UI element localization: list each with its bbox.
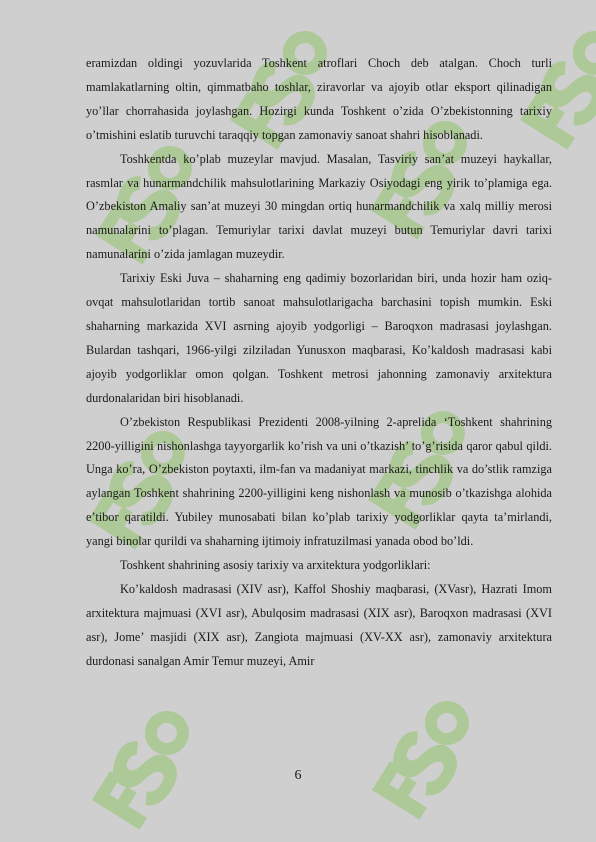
document-body xyxy=(86,52,552,674)
paragraph: Toshkent shahrining asosiy tarixiy va arxitektura yodgorliklari: xyxy=(120,558,431,573)
page-number: 6 xyxy=(294,768,302,783)
paragraph: Ko’kaldosh madrasasi (XIV asr), Kaffol Shoshiy maqbarasi, (XVasr), Hazrati Imom arxitektura majmuasi (XVI asr), Abulqosim madrasasi (XIX asr), Baroqxon madrasasi (XVI asr), Jome’ masjidi (XIX asr), Zangiota majmuasi (XV-XX asr), zamonaviy arxitektura durdonasi sanalgan Amir Temur muzeyi, Amir xyxy=(86,581,552,668)
watermark-logo xyxy=(90,698,208,833)
paragraph: O’zbekiston Respublikasi Prezidenti 2008-yilning 2-aprelida ‘Toshkent shahrining 2200-yilligini nishonlashga tayyorgarlik ko’rish va uni o’tkazish’ to’g’risida qaror qabul qildi. Unga ko’ra, O’zbekiston poytaxti, ilm-fan va madaniyat markazi, tinchlik va do’stlik ramziga aylangan Toshkent shahrining 2200-yilligini keng nishonlash va munosib o’tkazishga alohida e’tibor qaratildi. Yubiley munosabati bilan ko’plab tarixiy yodgorliklar qayta ta’mirlandi, yangi binolar qurildi va shaharning ijtimoiy infratuzilmasi yanada obod bo’ldi. xyxy=(86,414,552,549)
paragraph: Tarixiy Eski Juva – shaharning eng qadimiy bozorlaridan biri, unda hozir ham oziq-ovqat mahsulotlaridan tortib sanoat mahsulotlarigacha barchasini topish mumkin. Eski shaharning markazida XVI asrning ajoyib yodgorligi – Baroqxon madrasasi joylashgan. Bulardan tashqari, 1966-yilgi zilziladan Yunusxon maqbarasi, Ko’kaldosh madrasasi kabi ajoyib yodgorliklar omon qolgan. Toshkent metrosi jahonning zamonaviy arxitektura durdonalaridan biri hisoblanadi. xyxy=(86,271,552,405)
paragraph: Toshkentda ko’plab muzeylar mavjud. Masalan, Tasviriy san’at muzeyi haykallar, rasmlar va hunarmandchilik mahsulotlarining Markaziy Osiyodagi eng yirik to’plamiga ega. O’zbekiston Amaliy san’at muzeyi 30 mingdan ortiq hunarmandchilik va xalq milliy merosi namunalarini to’plagan. Temuriylar tarixi davlat muzeyi butun Temuriylar davri tarixi namunalarini o’zida jamlagan muzeydir. xyxy=(86,151,552,262)
watermark-logo xyxy=(370,688,488,823)
paragraph: eramizdan oldingi yozuvlarida Toshkent atroflari Choch deb atalgan. Choch turli mamlakatlarning oltin, qimmatbaho toshlar, ziravorlar va ajoyib otlar eksport qilinadigan yo’llar chorrahasida joylashgan. Hozirgi kunda Toshkent o’zida O’zbekistonning tarixiy o’tmishini eslatib turuvchi taraqqiy topgan zamonaviy sanoat shahri hisoblanadi. xyxy=(86,56,552,142)
